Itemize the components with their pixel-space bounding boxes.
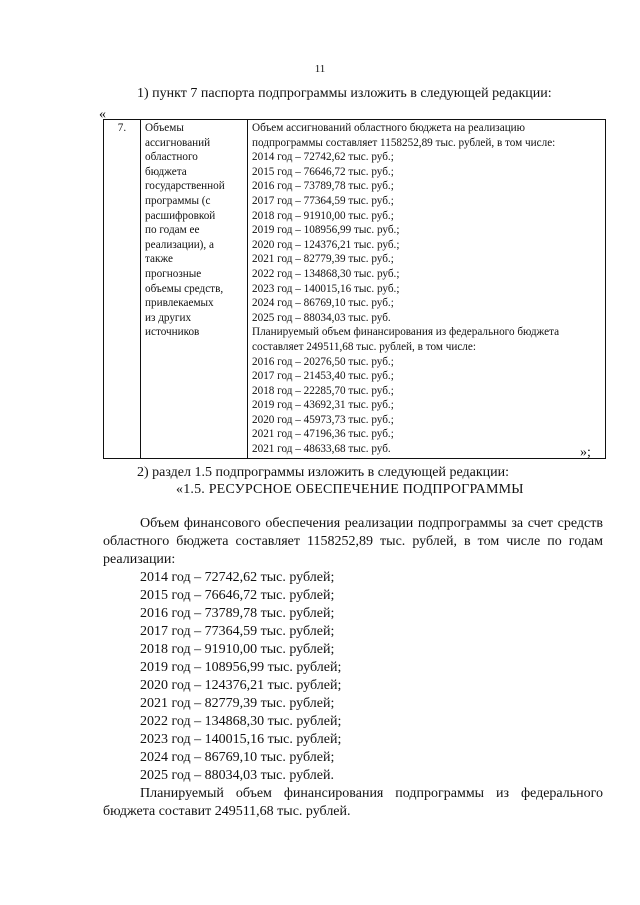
value-line: 2022 год – 134868,30 тыс. руб.; <box>252 267 400 280</box>
value-line: 2017 год – 21453,40 тыс. руб.; <box>252 370 394 383</box>
year-line: 2025 год – 88034,03 тыс. рублей. <box>140 768 334 783</box>
item2-intro: 2) раздел 1.5 подпрограммы изложить в следующей редакции: <box>137 465 510 480</box>
federal-funding-paragraph: Планируемый объем финансирования подпрограммы из федерального бюджета составит 249511,68 тыс. рублей. <box>103 786 603 819</box>
opening-quote: « <box>99 107 106 122</box>
label-line: областного <box>145 151 198 164</box>
row-number: 7. <box>104 120 141 459</box>
item1-intro: 1) пункт 7 паспорта подпрограммы изложить в следующей редакции: <box>137 86 552 101</box>
value-line: составляет 249511,68 тыс. рублей, в том числе: <box>252 340 476 353</box>
label-line: реализации), а <box>145 238 214 251</box>
funding-paragraph: Объем финансового обеспечения реализации подпрограммы за счет средств областного бюджета составляет 1158252,89 тыс. рублей, в том числе по годам реализации: <box>103 516 603 567</box>
year-line: 2015 год – 76646,72 тыс. рублей; <box>140 588 335 603</box>
year-line: 2018 год – 91910,00 тыс. рублей; <box>140 642 335 657</box>
value-line: 2019 год – 108956,99 тыс. руб.; <box>252 224 400 237</box>
label-line: объемы средств, <box>145 282 224 295</box>
value-line: 2017 год – 77364,59 тыс. руб.; <box>252 194 394 207</box>
value-line: 2023 год – 140015,16 тыс. руб.; <box>252 282 400 295</box>
value-line: 2019 год – 43692,31 тыс. руб.; <box>252 399 394 412</box>
value-line: подпрограммы составляет 1158252,89 тыс. рублей, в том числе: <box>252 136 556 149</box>
label-line: программы (с <box>145 194 211 207</box>
section-heading: «1.5. РЕСУРСНОЕ ОБЕСПЕЧЕНИЕ ПОДПРОГРАММЫ <box>176 482 524 497</box>
year-line: 2017 год – 77364,59 тыс. рублей; <box>140 624 335 639</box>
label-line: источников <box>145 326 200 339</box>
value-line: 2014 год – 72742,62 тыс. руб.; <box>252 151 394 164</box>
value-line: Планируемый объем финансирования из федерального бюджета <box>252 326 560 339</box>
label-line: привлекаемых <box>145 297 214 310</box>
closing-quote: »; <box>580 445 591 460</box>
value-line: 2018 год – 22285,70 тыс. руб.; <box>252 384 394 397</box>
value-line: 2024 год – 86769,10 тыс. руб.; <box>252 297 394 310</box>
value-line: 2021 год – 48633,68 тыс. руб. <box>252 443 391 456</box>
row-value <box>248 120 606 459</box>
label-line: также <box>145 253 173 266</box>
value-line: 2015 год – 76646,72 тыс. руб.; <box>252 165 394 178</box>
page-number: 11 <box>314 63 326 75</box>
value-line: 2021 год – 47196,36 тыс. руб.; <box>252 428 394 441</box>
year-line: 2024 год – 86769,10 тыс. рублей; <box>140 750 335 765</box>
year-line: 2023 год – 140015,16 тыс. рублей; <box>140 732 342 747</box>
year-line: 2021 год – 82779,39 тыс. рублей; <box>140 696 335 711</box>
section-body <box>103 515 603 821</box>
label-line: государственной <box>145 180 225 193</box>
label-line: бюджета <box>145 165 187 178</box>
label-line: ассигнований <box>145 136 211 149</box>
value-line: 2020 год – 45973,73 тыс. руб.; <box>252 413 394 426</box>
value-line: 2020 год – 124376,21 тыс. руб.; <box>252 238 400 251</box>
year-line: 2014 год – 72742,62 тыс. рублей; <box>140 570 335 585</box>
value-line: 2016 год – 73789,78 тыс. руб.; <box>252 180 394 193</box>
label-line: по годам ее <box>145 224 200 237</box>
year-line: 2019 год – 108956,99 тыс. рублей; <box>140 660 342 675</box>
label-line: Объемы <box>145 122 184 134</box>
label-line: прогнозные <box>145 267 202 280</box>
year-line: 2020 год – 124376,21 тыс. рублей; <box>140 678 342 693</box>
year-line: 2022 год – 134868,30 тыс. рублей; <box>140 714 342 729</box>
value-line: 2025 год – 88034,03 тыс. руб. <box>252 311 391 324</box>
value-line: 2021 год – 82779,39 тыс. руб.; <box>252 253 394 266</box>
value-line: 2018 год – 91910,00 тыс. руб.; <box>252 209 394 222</box>
label-line: расшифровкой <box>145 209 216 222</box>
label-line: из других <box>145 311 192 324</box>
year-line: 2016 год – 73789,78 тыс. рублей; <box>140 606 335 621</box>
table-row <box>104 120 606 459</box>
passport-table <box>103 119 606 459</box>
row-label <box>141 120 248 459</box>
value-line: Объем ассигнований областного бюджета на реализацию <box>252 122 526 134</box>
value-line: 2016 год – 20276,50 тыс. руб.; <box>252 355 394 368</box>
